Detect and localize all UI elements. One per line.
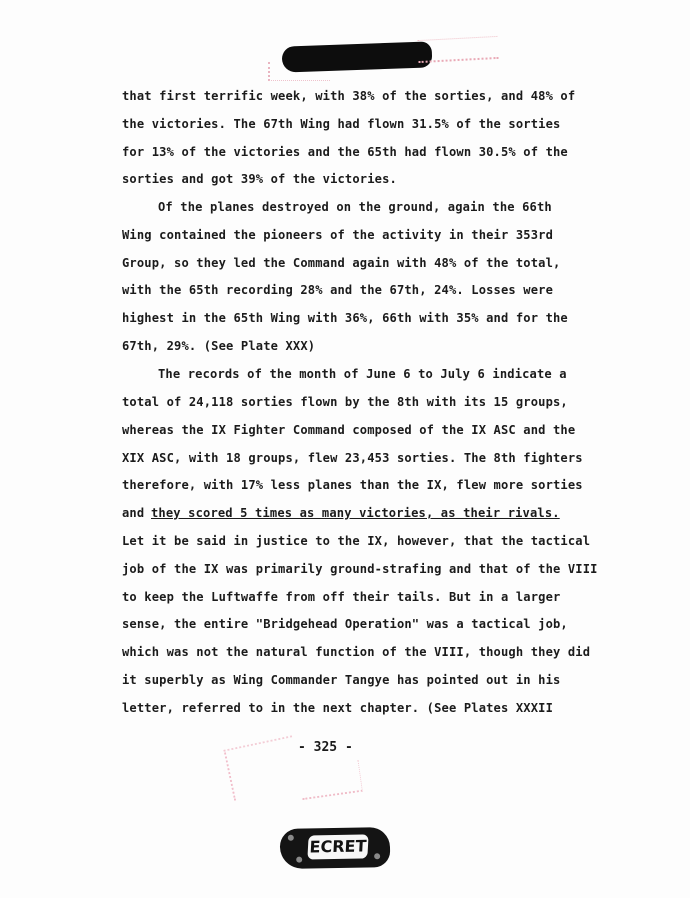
text-line: XIX ASC, with 18 groups, flew 23,453 sorties. The 8th fighters (122, 451, 583, 465)
text-line-start: and (122, 506, 145, 520)
text-line: Wing contained the pioneers of the activity in their 353rd (122, 228, 554, 242)
text-line: 67th, 29%. (See Plate XXX) (122, 339, 316, 353)
text-line: job of the IX was primarily ground-strafing and that of the VIII (122, 562, 598, 576)
text-line: sense, the entire "Bridgehead Operation" was a tactical job, (122, 617, 568, 631)
text-line: highest in the 65th Wing with 36%, 66th with 35% and for the (122, 311, 568, 325)
ink-speck (374, 853, 380, 859)
ink-speck (288, 835, 294, 841)
page-number: - 325 - (298, 740, 353, 755)
text-line: which was not the natural function of the VIII, though they did (122, 645, 591, 659)
underlined-text: they scored 5 times as many victories, as their rivals. (151, 506, 560, 520)
text-line: it superbly as Wing Commander Tangye has pointed out in his (122, 673, 561, 687)
text-line: therefore, with 17% less planes than the IX, flew more sorties (122, 478, 583, 492)
text-line: for 13% of the victories and the 65th had flown 30.5% of the (122, 145, 568, 159)
text-line: whereas the IX Fighter Command composed of the IX ASC and the (122, 423, 576, 437)
classification-label: ECRET (307, 834, 368, 859)
text-line: the victories. The 67th Wing had flown 31.5% of the sorties (122, 117, 561, 131)
text-line: Group, so they led the Command again with 48% of the total, (122, 256, 561, 270)
ink-speck (296, 857, 302, 863)
text-line: to keep the Luftwaffe from off their tails. But in a larger (122, 590, 561, 604)
text-line: Of the planes destroyed on the ground, again the 66th (158, 200, 552, 214)
text-line: with the 65th recording 28% and the 67th, 24%. Losses were (122, 283, 554, 297)
text-line: letter, referred to in the next chapter. (See Plates XXXII (122, 701, 554, 715)
text-line: Let it be said in justice to the IX, however, that the tactical (122, 534, 591, 548)
text-line: sorties and got 39% of the victories. (122, 172, 397, 186)
text-line: that first terrific week, with 38% of the sorties, and 48% of (122, 89, 576, 103)
text-line: total of 24,118 sorties flown by the 8th with its 15 groups, (122, 395, 568, 409)
classification-stamp (280, 827, 391, 869)
text-line: The records of the month of June 6 to July 6 indicate a (158, 367, 567, 381)
